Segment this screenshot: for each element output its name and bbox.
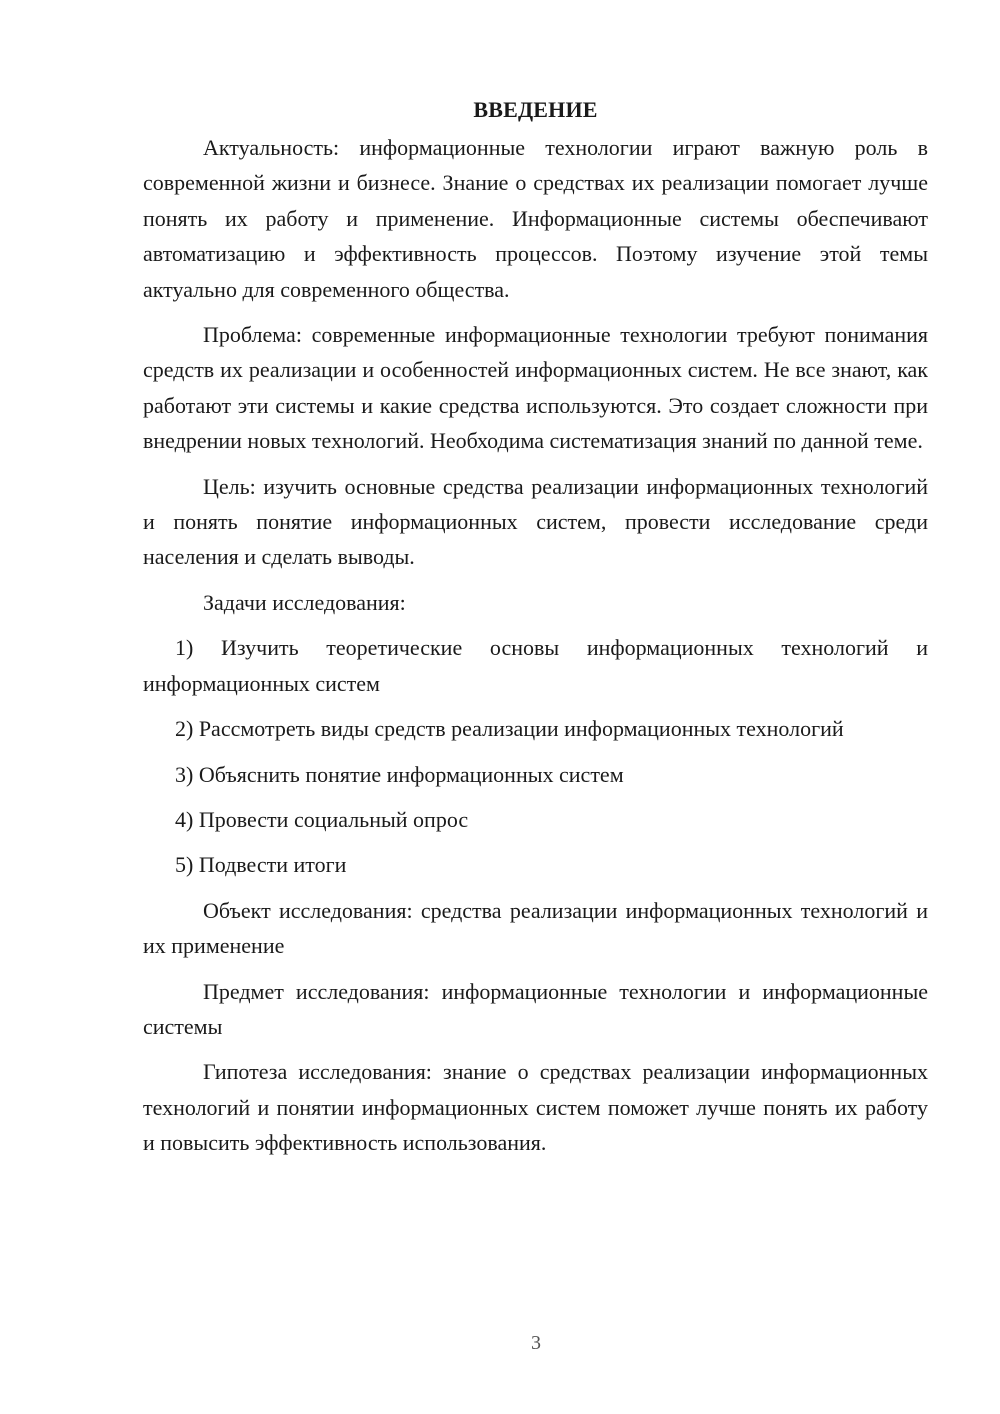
subject-paragraph: Предмет исследования: информационные технологии и информационные системы <box>143 978 928 1039</box>
section-title: ВВЕДЕНИЕ <box>473 97 598 122</box>
hypothesis-paragraph: Гипотеза исследования: знание о средствах реализации информационных технологий и понятии информационных систем поможет лучше понять их работу и повысить эффективность использования. <box>143 1059 928 1156</box>
page-number: 3 <box>531 1332 541 1354</box>
object-paragraph: Объект исследования: средства реализации информационных технологий и их применение <box>143 897 928 959</box>
relevance-paragraph: Актуальность: информационные технологии играют важную роль в современной жизни и бизнесе. Знание о средствах их реализации помогает лучше понять их работу и применение. Информационные системы обеспечивают автоматизацию и эффективность процессов. Поэтому изучение этой темы актуально для современного общества. <box>143 135 928 302</box>
goal-paragraph: Цель: изучить основные средства реализации информационных технологий и понять понятие информационных систем, провести исследование среди населения и сделать выводы. <box>143 473 928 570</box>
task-item: 3) Объяснить понятие информационных систем <box>175 761 624 787</box>
task-item: 1) Изучить теоретические основы информационных технологий и информационных систем <box>143 635 928 696</box>
problem-paragraph: Проблема: современные информационные технологии требуют понимания средств их реализации и особенностей информационных систем. Не все знают, как работают эти системы и какие средства используются. Это создает сложности при внедрении новых технологий. Необходима систематизация знаний по данной теме. <box>143 322 928 454</box>
task-item: 4) Провести социальный опрос <box>175 806 469 832</box>
task-item: 2) Рассмотреть виды средств реализации информационных технологий <box>175 716 844 742</box>
tasks-heading: Задачи исследования: <box>203 589 406 615</box>
task-item: 5) Подвести итоги <box>175 852 347 878</box>
document-page <box>143 92 928 1171</box>
